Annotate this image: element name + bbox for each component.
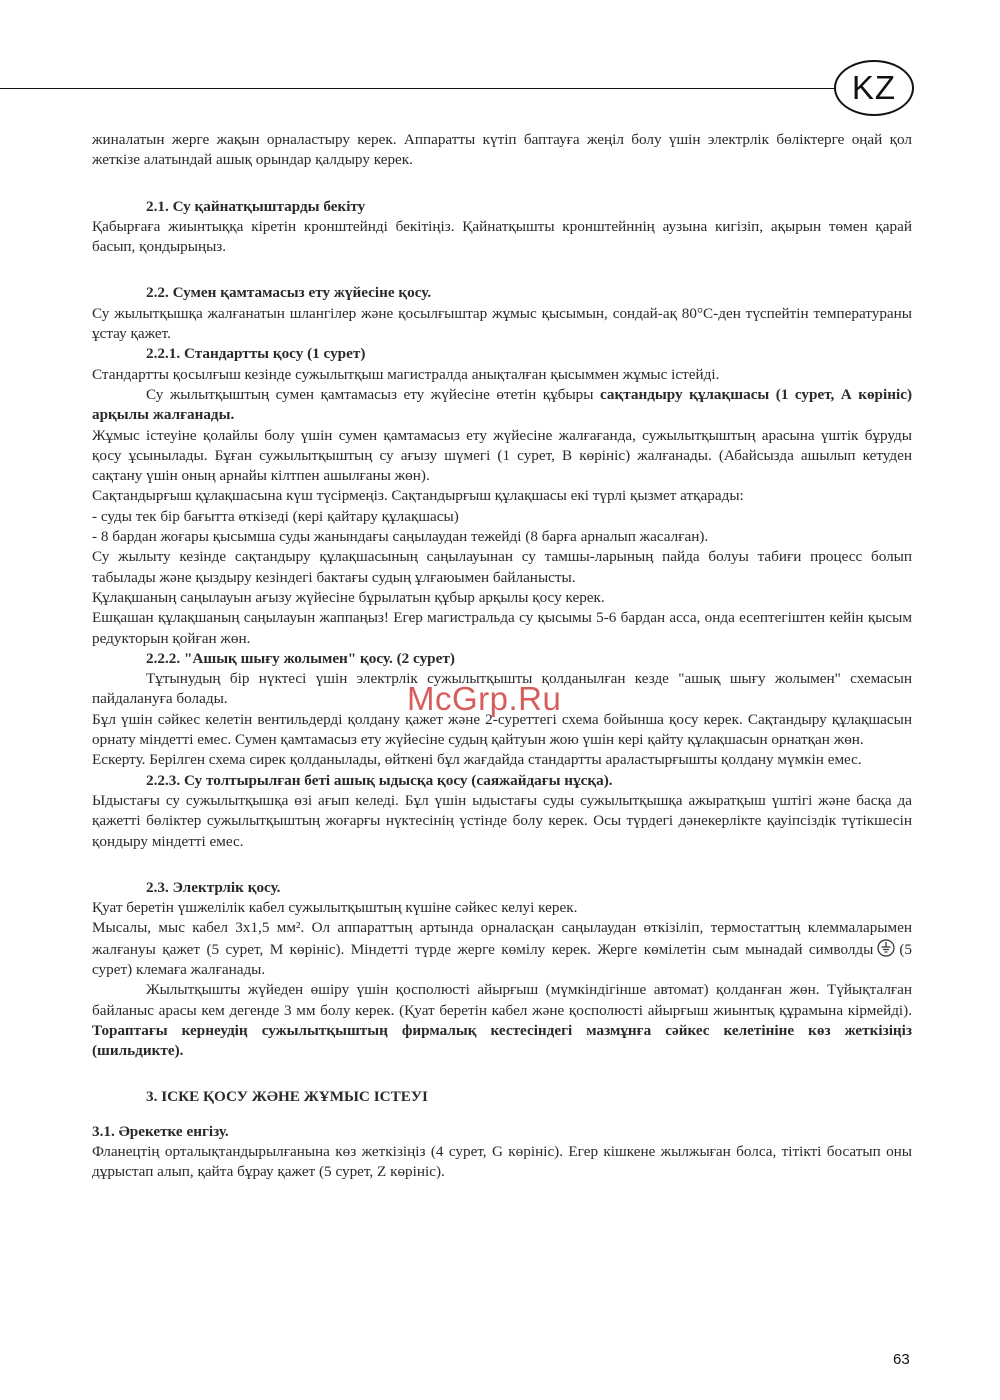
paragraph <box>92 385 912 426</box>
paragraph: Су жылыту кезінде сақтандыру құлақшасының саңылауынан су тамшы-ларының пайда болуы табиғи процесс болып табылады және қыздыру кезіндегі бактағы судың ұлғаюымен байланысты. <box>92 548 912 586</box>
section-heading-3: 3. ІСКЕ ҚОСУ ЖӘНЕ ЖҰМЫС ІСТЕУІ <box>146 1088 428 1106</box>
paragraph-text: Мысалы, мыс кабел 3х1,5 мм². Ол аппараттың артында орналасқан саңылаудан өткізіліп, термостаттың клеммаларымен жалғануы қажет (5 сурет, М көрініс). Міндетті түрде жерге көмілу керек. Жерге көмілетін сым мынадай символды <box>92 919 912 958</box>
section-heading-2-2-2: 2.2.2. "Ашық шығу жолымен" қосу. (2 сурет) <box>146 649 455 667</box>
paragraph-emphasis: сақтандыру құлақшасы (1 сурет, А көрініс) арқылы жалғанады. <box>92 385 912 424</box>
paragraph: Жұмыс істеуіне қолайлы болу үшін сумен қамтамасыз ету жүйесіне жалғағанда, сужылытқыштың арасына үштік бұруды қосу ұсынылады. Бұған сужылытқыштың су ағызу шүмегі (1 сурет, В көрініс) жалғанады. (Абайсызда ашылып кетуден сақтану үшін оның арнайы кілтпен ашылғаны жөн). <box>92 426 912 485</box>
section-heading-3-1: 3.1. Әрекетке енгізу. <box>92 1122 229 1140</box>
section-heading-2-2-1: 2.2.1. Стандартты қосу (1 сурет) <box>146 345 366 363</box>
paragraph: Ешқашан құлақшаның саңылауын жаппаңыз! Егер магистральда су қысымы 5-6 бардан асса, онда есептегіштен кейін қысым редукторын қойған жөн. <box>92 609 912 647</box>
section-heading-2-2-3: 2.2.3. Су толтырылған беті ашық ыдысқа қосу (саяжайдағы нұсқа). <box>146 771 613 789</box>
section-heading-2-2: 2.2. Сумен қамтамасыз ету жүйесіне қосу. <box>146 284 432 302</box>
paragraph: Ескерту. Берілген схема сирек қолданылады, өйткені бұл жағдайда стандартты араластырғышты қолдану мүмкін емес. <box>92 751 862 769</box>
section-heading-2-3: 2.3. Электрлік қосу. <box>146 878 281 896</box>
paragraph-text: (5 сурет) клемаға жалғанады. <box>92 940 912 978</box>
paragraph-text: Жылытқышты жүйеден өшіру үшін қосполюсті айырғыш (мүмкіндігінше автомат) қолданған жөн. Түйықталған байланыс арасы кем дегенде 3 мм болу керек. (Қуат беретін кабел және қосполюсті айырғыш жиынтық құрамына кірмейді). <box>92 981 912 1019</box>
paragraph <box>92 918 912 980</box>
paragraph: Су жылытқышқа жалғанатын шлангілер және қосылғыштар жұмыс қысымын, сондай-ақ 80°С-ден түспейтін температураны ұстау қажет. <box>92 304 912 343</box>
list-item: - суды тек бір бағытта өткізеді (кері қайтару құлақшасы) <box>92 507 459 525</box>
paragraph: Бұл үшін сәйкес келетін вентильдерді қолдану қажет және 2-суреттегі схема бойынша қосу керек. Сақтандыру құлақшасын орнату міндетті емес. Сумен қамтамасыз ету жүйесіне судың қайтуын жою үшін кері қайту құлақшасын орнатқан жөн. <box>92 710 912 749</box>
paragraph-text: Су жылытқыштың сумен қамтамасыз ету жүйесіне өтетін құбыры <box>146 385 600 403</box>
paragraph <box>92 980 912 1061</box>
paragraph: Тұтынудың бір нүктесі үшін электрлік сужылытқышты қолданылған кезде "ашық шығу жолымен" схемасын пайдалануға болады. <box>92 670 912 708</box>
paragraph: Сақтандырғыш құлақшасына күш түсірмеңіз. Сақтандырғыш құлақшасы екі түрлі қызмет атқарады: <box>92 487 744 505</box>
paragraph: Қуат беретін үшжелілік кабел сужылытқыштың күшіне сәйкес келуі керек. <box>92 899 578 917</box>
paragraph: Ыдыстағы су сужылытқышқа өзі ағып келеді. Бұл үшін ыдыстағы суды сужылытқышқа ажыратқыш үштігі және басқа да қажетті бөліктер сужылытқыштың жоғарғы нүктесінің үстінде болу керек. Осы түрдегі дәнекерлікте қауіпсіздік түтікшесін қондыру міндетті емес. <box>92 791 912 850</box>
paragraph-emphasis: Тораптағы кернеудің сужылытқыштың фирмалық кестесіндегі мазмұнға сәйкес келетініне көз жеткізіңіз (шильдикте). <box>92 1021 912 1060</box>
watermark: McGrp.Ru <box>407 680 562 717</box>
page-content <box>92 130 912 1183</box>
paragraph: Фланецтің орталықтандырылғанына көз жеткізіңіз (4 сурет, G көрініс). Егер кішкене жылжыған болса, тітікті босатып оны дұрыстап алып, қайта бұрау қажет (5 сурет, Z көрініс). <box>92 1143 912 1181</box>
paragraph: Стандартты қосылғыш кезінде сужылытқыш магистралда анықталған қысыммен жұмыс істейді. <box>92 365 720 383</box>
header-rule <box>0 88 836 89</box>
page-number: 63 <box>893 1351 910 1368</box>
section-heading-2-1: 2.1. Су қайнатқыштарды бекіту <box>146 197 366 215</box>
list-item: - 8 бардан жоғары қысымша суды жанындағы саңылаудан тежейді (8 барға арналып жасалған). <box>92 528 709 546</box>
ground-symbol-icon <box>877 939 895 957</box>
language-badge <box>834 60 914 116</box>
paragraph: Құлақшаның саңылауын ағызу жүйесіне бұрылатын құбыр арқылы қосу керек. <box>92 588 605 606</box>
language-badge-label: KZ <box>851 69 897 106</box>
paragraph: Қабырғаға жиынтыққа кіретін кронштейнді бекітіңіз. Қайнатқышты кронштейннің аузына кигізіп, ақырын төмен қарай басып, қондырыңыз. <box>92 217 912 256</box>
paragraph: жиналатын жерге жақын орналастыру керек. Аппаратты күтіп баптауға жеңіл болу үшін электрлік бөліктерге оңай қол жеткізе алатындай ашық орындар қалдыру керек. <box>92 131 912 169</box>
